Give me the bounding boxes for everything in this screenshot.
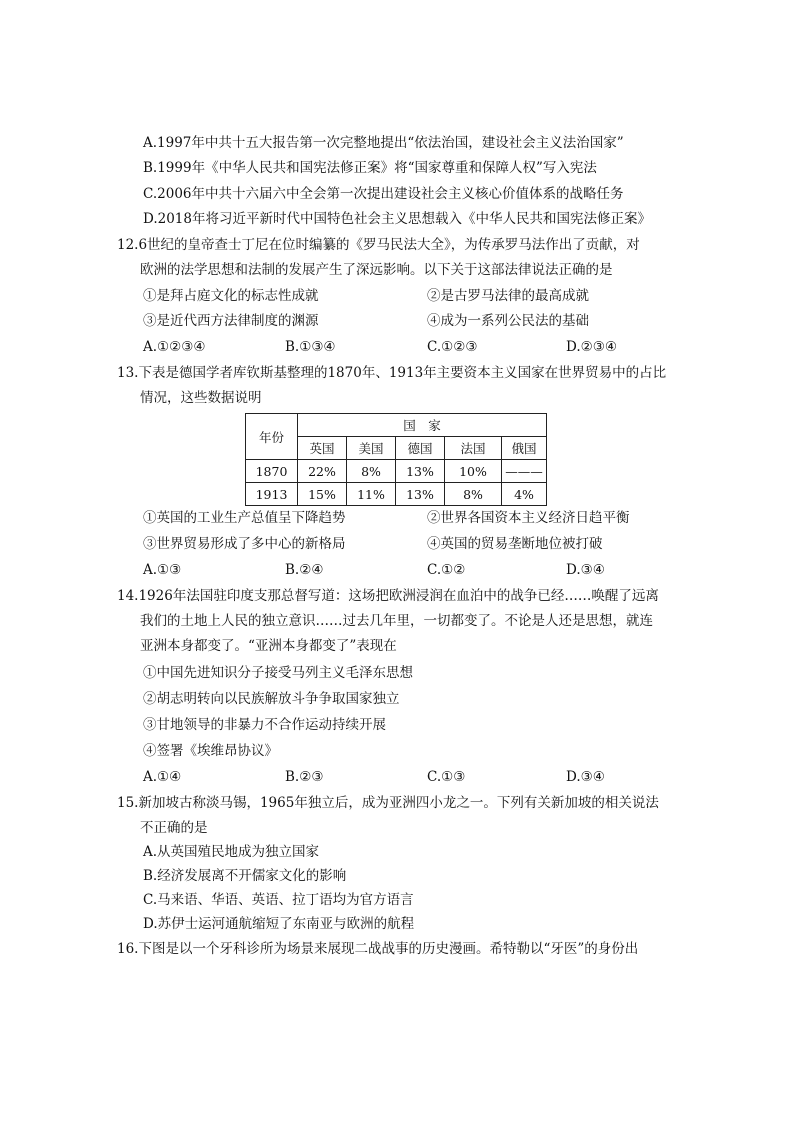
q15-stem-line1: 15.新加坡古称淡马锡，1965年独立后，成为亚洲四小龙之一。下列有关新加坡的相关说法	[117, 795, 659, 811]
q14-choice-d: D.③④	[566, 769, 605, 785]
q12-item-2: ②是古罗马法律的最高成就	[427, 288, 589, 304]
value-cell: ———	[502, 460, 547, 483]
q12-item-4: ④成为一系列公民法的基础	[427, 313, 589, 329]
q13-item-1: ①英国的工业生产总值呈下降趋势	[143, 510, 346, 526]
q11-option-a: A.1997年中共十五大报告第一次完整地提出“依法治国，建设社会主义法治国家”	[143, 135, 624, 151]
value-cell: 11%	[347, 483, 396, 506]
country-group-header: 国 家	[298, 414, 547, 437]
q12-item-3: ③是近代西方法律制度的渊源	[143, 313, 319, 329]
q14-stem-line3: 亚洲本身都变了。“亚洲本身都变了”表现在	[140, 638, 397, 654]
q16-stem-line1: 16.下图是以一个牙科诊所为场景来展现二战战事的历史漫画。希特勒以“牙医”的身份出	[117, 941, 639, 957]
q12-stem-line1: 12.6世纪的皇帝查士丁尼在位时编纂的《罗马民法大全》，为传承罗马法作出了贡献，对	[117, 237, 640, 253]
q12-choice-d: D.②③④	[566, 339, 617, 355]
q13-item-3: ③世界贸易形成了多中心的新格局	[143, 536, 346, 552]
q12-choice-b: B.①③④	[285, 339, 336, 355]
q14-stem-line1: 14.1926年法国驻印度支那总督写道：这场把欧洲浸润在血泊中的战争已经……唤醒了远离	[117, 588, 659, 604]
q12-item-1: ①是拜占庭文化的标志性成就	[143, 288, 319, 304]
country-header: 英国	[298, 437, 347, 460]
value-cell: 8%	[445, 483, 502, 506]
q13-stem-line2: 情况，这些数据说明	[140, 390, 262, 406]
q14-choice-c: C.①③	[427, 769, 466, 785]
q14-choice-b: B.②③	[285, 769, 324, 785]
year-cell: 1913	[246, 483, 298, 506]
table-row	[246, 483, 547, 506]
table-row	[246, 460, 547, 483]
q15-option-b: B.经济发展离不开儒家文化的影响	[143, 868, 347, 884]
q11-option-c: C.2006年中共十六届六中全会第一次提出建设社会主义核心价值体系的战略任务	[143, 186, 624, 202]
q13-choice-c: C.①②	[427, 562, 466, 578]
country-header: 美国	[347, 437, 396, 460]
q11-option-d: D.2018年将习近平新时代中国特色社会主义思想载入《中华人民共和国宪法修正案》	[143, 211, 651, 227]
q11-option-b: B.1999年《中华人民共和国宪法修正案》将“国家尊重和保障人权”写入宪法	[143, 160, 597, 176]
year-header: 年份	[246, 414, 298, 460]
year-cell: 1870	[246, 460, 298, 483]
country-header: 法国	[445, 437, 502, 460]
q12-choice-c: C.①②③	[427, 339, 478, 355]
country-header: 俄国	[502, 437, 547, 460]
value-cell: 22%	[298, 460, 347, 483]
q15-option-c: C.马来语、华语、英语、拉丁语均为官方语言	[143, 892, 414, 908]
q12-stem-line2: 欧洲的法学思想和法制的发展产生了深远影响。以下关于这部法律说法正确的是	[140, 262, 613, 278]
value-cell: 10%	[445, 460, 502, 483]
trade-share-table	[245, 413, 547, 506]
q14-item-2: ②胡志明转向以民族解放斗争争取国家独立	[143, 691, 400, 707]
q14-item-1: ①中国先进知识分子接受马列主义毛泽东思想	[143, 665, 413, 681]
value-cell: 13%	[396, 483, 445, 506]
q13-choice-a: A.①③	[143, 562, 182, 578]
q14-item-4: ④签署《埃维昂协议》	[143, 743, 278, 759]
value-cell: 13%	[396, 460, 445, 483]
q15-option-a: A.从英国殖民地成为独立国家	[143, 844, 320, 860]
q13-item-2: ②世界各国资本主义经济日趋平衡	[427, 510, 630, 526]
q15-option-d: D.苏伊士运河通航缩短了东南亚与欧洲的航程	[143, 916, 415, 932]
q14-item-3: ③甘地领导的非暴力不合作运动持续开展	[143, 717, 386, 733]
value-cell: 4%	[502, 483, 547, 506]
q13-choice-b: B.②④	[285, 562, 324, 578]
q12-choice-a: A.①②③④	[143, 339, 206, 355]
q13-choice-d: D.③④	[566, 562, 605, 578]
q14-stem-line2: 我们的土地上人民的独立意识……过去几年里，一切都变了。不论是人还是思想，就连	[140, 613, 653, 629]
q13-item-4: ④英国的贸易垄断地位被打破	[427, 536, 603, 552]
country-header: 德国	[396, 437, 445, 460]
q13-stem-line1: 13.下表是德国学者库钦斯基整理的1870年、1913年主要资本主义国家在世界贸易中的占比	[117, 365, 667, 381]
value-cell: 15%	[298, 483, 347, 506]
q14-choice-a: A.①④	[143, 769, 182, 785]
value-cell: 8%	[347, 460, 396, 483]
q15-stem-line2: 不正确的是	[140, 820, 208, 836]
